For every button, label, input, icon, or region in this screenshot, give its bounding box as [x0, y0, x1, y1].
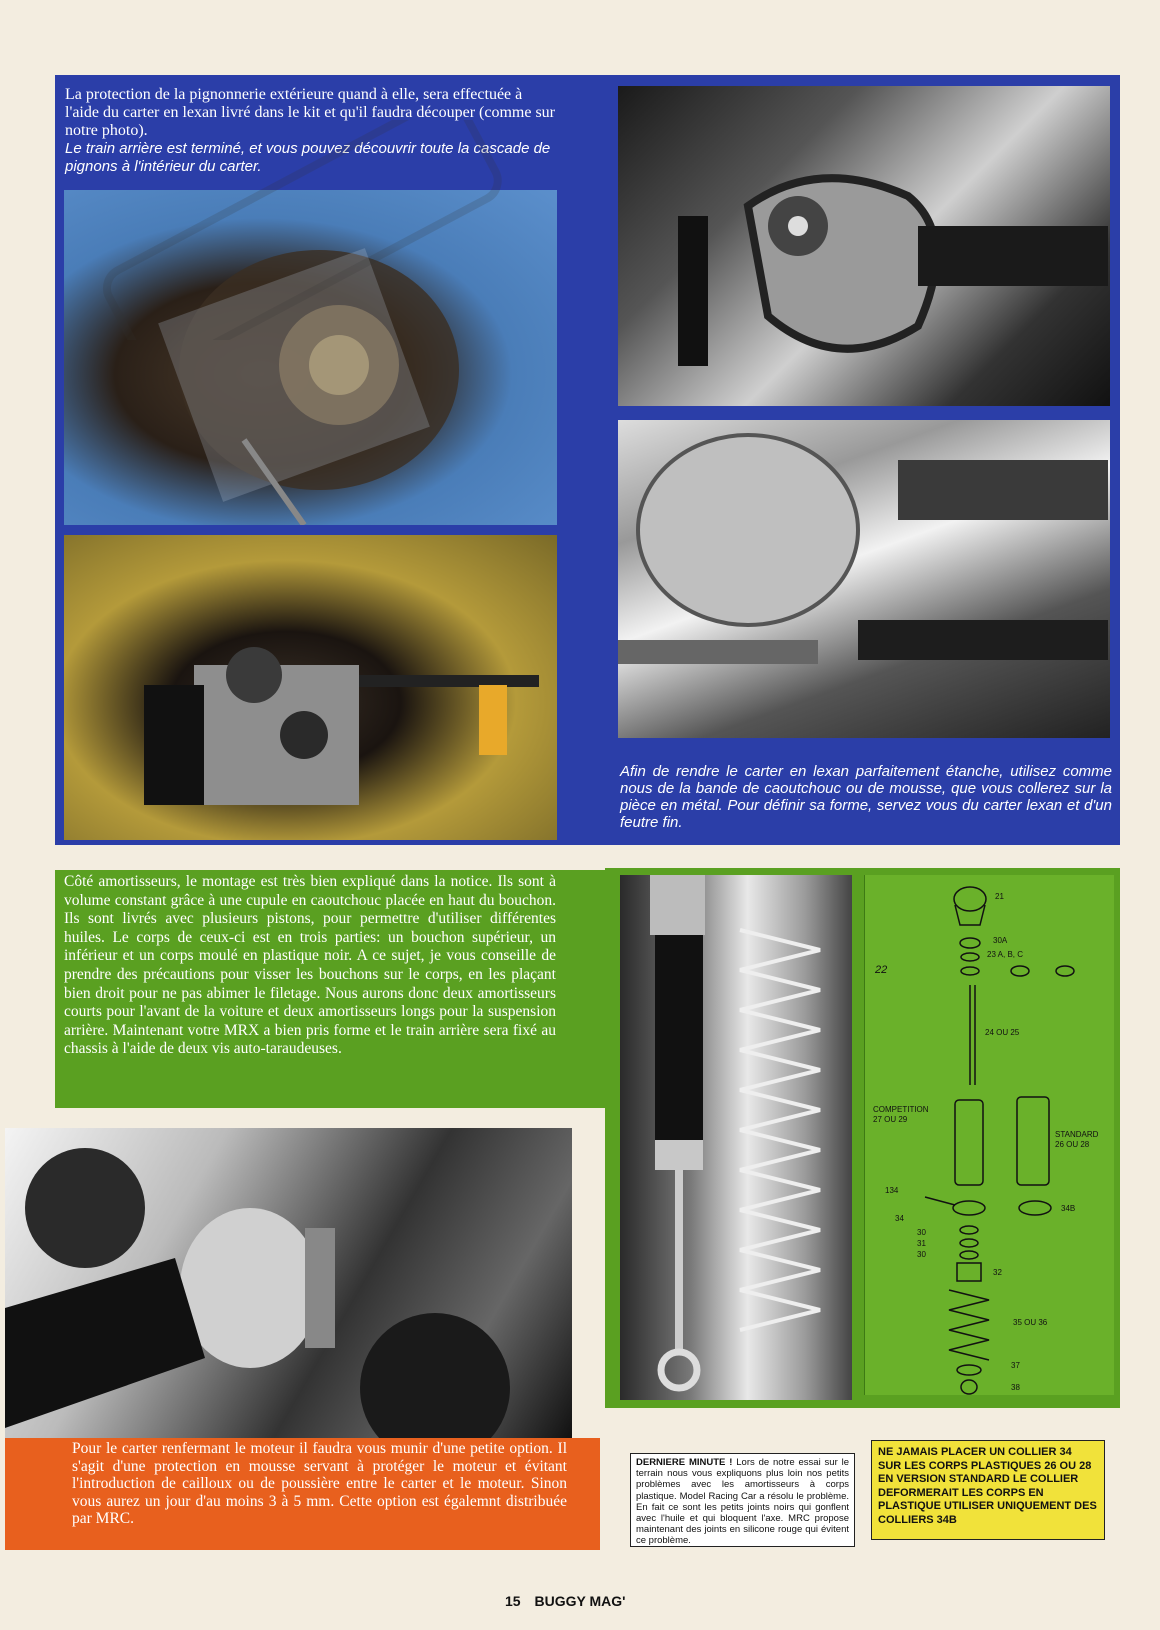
photo-sealed-carter-art	[618, 420, 1110, 738]
diag-label-134: 134	[885, 1186, 899, 1195]
last-minute-box	[630, 1453, 855, 1547]
photo-sealed-carter	[618, 420, 1110, 738]
motor-carter-text: Pour le carter renfermant le moteur il faudra vous munir d'une petite option. Il s'agit d'une protection en mousse servant à protéger le moteur et évitant l'introduction de cailloux ou de poussière entre le carter et le moteur. Sinon vous aurez un jour d'au moins 3 à 5 mm. Cette option est égalemnt distribuée par MRC.	[72, 1440, 567, 1527]
diag-label-34b: 34B	[1061, 1204, 1076, 1213]
photo-buggy-rear	[5, 1128, 572, 1438]
diag-label-21: 21	[995, 892, 1004, 901]
watermark-stamp	[90, 120, 510, 340]
last-minute-title: DERNIERE MINUTE !	[636, 1457, 733, 1468]
photo-gear-cascade-art	[64, 535, 557, 840]
diag-label-38: 38	[1011, 1383, 1020, 1392]
warning-box: NE JAMAIS PLACER UN COLLIER 34 SUR LES CORPS PLASTIQUES 26 OU 28 EN VERSION STANDARD LE COLLIER DEFORMERAIT LES CORPS EN PLASTIQUE UTILISER UNIQUEMENT DES COLLIERS 34B	[871, 1440, 1105, 1540]
intro-para-1: La protection de la pignonnerie extérieure quand à elle, sera effectuée à l'aide du carter en lexan livré dans le kit et qu'il faudra découper (comme sur notre photo).	[65, 86, 556, 139]
diag-label-24: 24 OU 25	[985, 1028, 1020, 1037]
page-footer	[505, 1593, 625, 1609]
diag-label-std-num: 26 OU 28	[1055, 1140, 1090, 1149]
diag-label-35: 35 OU 36	[1013, 1318, 1048, 1327]
photo-gear-plate-art	[618, 86, 1110, 406]
diag-label-23: 23 A, B, C	[987, 950, 1024, 959]
diag-label-34: 34	[895, 1214, 904, 1223]
diag-label-standard: STANDARD	[1055, 1130, 1099, 1139]
photo-gear-cascade	[64, 535, 557, 840]
diag-label-30a: 30A	[993, 936, 1008, 945]
intro-para-2: Le train arrière est terminé, et vous pouvez découvrir toute la cascade de pignons à l'intérieur du carter.	[65, 140, 551, 175]
magazine-name: BUGGY MAG'	[534, 1593, 626, 1609]
caption-sealing: Afin de rendre le carter en lexan parfaitement étanche, utilisez comme nous de la bande de caoutchouc ou de mousse, que vous collerez sur la pièce en métal. Pour définir sa forme, servez vous du carter lexan et d'un feutre fin.	[620, 763, 1112, 831]
last-minute-body: Lors de notre essai sur le terrain nous vous expliquons plus loin nos petits problèmes avec les amortisseurs à corps plastique. Model Racing Car a résolu le problème. En fait ce sont les petits joints noirs qui gonflent avec l'huile et qui bloquent l'axe. MRC propose maintenant des joints en silicone rouge qui évitent ce problème.	[636, 1457, 850, 1547]
page-number: 15	[505, 1593, 521, 1609]
shocks-text: Côté amortisseurs, le montage est très bien expliqué dans la notice. Ils sont à volume constant grâce à une cupule en caoutchouc placée en haut du bouchon. Ils sont livrés avec plusieurs pistons, pour permettre d'utiliser différentes huiles. Le corps de ceux-ci est en trois parties: un bouchon supérieur, un inférieur et un corps moulé en plastique noir. A ce sujet, je vous conseille de prendre des précautions pour visser les bouchons sur le corps, en les plaçant bien droit pour ne pas abimer le filetage. Nous aurons donc deux amortisseurs courts pour l'avant de la voiture et deux amortisseurs longs pour la suspension arrière. Maintenant votre MRX a bien pris forme et le train arrière sera fixé au chassis à l'aide de deux vis auto-taraudeuses.	[64, 873, 556, 1058]
diag-label-32: 32	[993, 1268, 1002, 1277]
photo-shock-absorber	[620, 875, 852, 1400]
photo-gear-plate	[618, 86, 1110, 406]
diag-label-22: 22	[875, 964, 888, 976]
photo-buggy-rear-art	[5, 1128, 572, 1438]
diagram-svg	[865, 875, 1115, 1395]
shock-exploded-diagram	[864, 875, 1114, 1395]
diag-label-30-b: 30	[917, 1250, 926, 1259]
diag-label-competition: COMPETITION	[873, 1105, 929, 1114]
diag-label-37: 37	[1011, 1361, 1020, 1370]
diag-label-comp-num: 27 OU 29	[873, 1115, 908, 1124]
diag-label-30-a: 30	[917, 1228, 926, 1237]
diag-label-31: 31	[917, 1239, 926, 1248]
photo-shock-absorber-art	[620, 875, 852, 1400]
